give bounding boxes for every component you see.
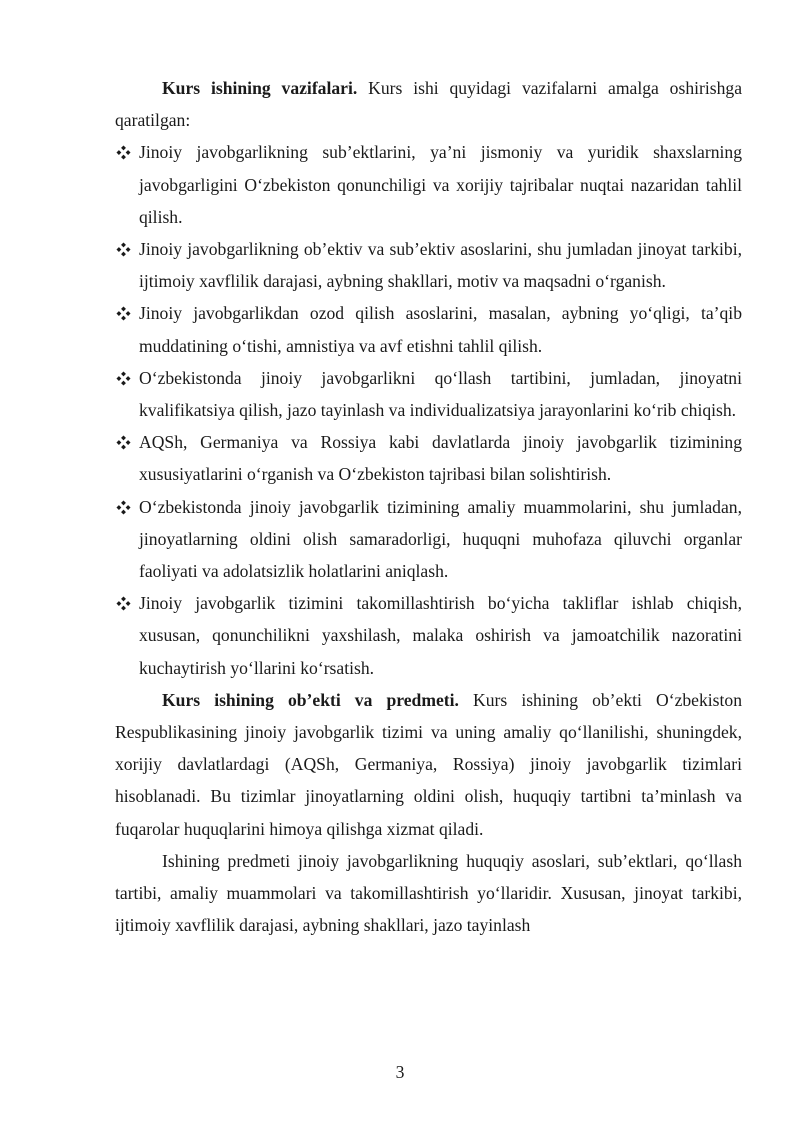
list-item — [115, 233, 742, 297]
list-item — [115, 297, 742, 361]
subject-paragraph: Ishining predmeti jinoiy javobgarlikning huquqiy asoslari, sub’ektlari, qo‘llash tartibi, amaliy muammolari va takomillashtirish yo‘llaridir. Xususan, jinoyat tarkibi, ijtimoiy xavflilik darajasi, aybning shakllari, jazo tayinlash — [115, 850, 742, 936]
four-diamond-bullet-icon — [116, 500, 131, 515]
list-item — [115, 587, 742, 684]
tasks-list — [115, 136, 742, 683]
four-diamond-bullet-icon — [116, 145, 131, 160]
list-item-text: Jinoiy javobgarlik tizimini takomillashtirish bo‘yicha takliflar ishlab chiqish, xususan, qonunchilikni yaxshilash, malaka oshirish va jamoatchilik nazoratini kuchaytirish yo‘llarini ko‘rsatish. — [139, 593, 742, 678]
object-paragraph — [115, 684, 742, 845]
list-item-text: AQSh, Germaniya va Rossiya kabi davlatlarda jinoiy javobgarlik tizimining xususiyatlarini o‘rganish va O‘zbekiston tajribasi bilan solishtirish. — [139, 432, 742, 485]
four-diamond-bullet-icon — [116, 596, 131, 611]
list-item — [115, 362, 742, 426]
four-diamond-bullet-icon — [116, 242, 131, 257]
four-diamond-bullet-icon — [116, 435, 131, 450]
list-item-text: O‘zbekistonda jinoiy javobgarlikni qo‘llash tartibini, jumladan, jinoyatni kvalifikatsiya qilish, jazo tayinlash va individualizatsiya jarayonlarini ko‘rib chiqish. — [139, 367, 742, 421]
tasks-intro: Kurs ishi quyidagi vazifalarni amalga oshirishga qaratilgan: — [115, 78, 743, 131]
four-diamond-bullet-icon — [116, 306, 131, 321]
list-item-text: Jinoiy javobgarlikdan ozod qilish asoslarini, masalan, aybning yo‘qligi, ta’qib muddatining o‘tishi, amnistiya va avf etishni tahlil qilish. — [139, 303, 742, 356]
tasks-paragraph — [115, 72, 742, 136]
object-heading: Kurs ishining ob’ekti va predmeti. — [162, 689, 459, 710]
object-text: Kurs ishining ob’ekti O‘zbekiston Respublikasining jinoiy javobgarlik tizimi va uning amaliy qo‘llanilishi, shuningdek, xorijiy davlatlardagi (AQSh, Germaniya, Rossiya) jinoiy javobgarlik tizimlari hisoblanadi. Bu tizimlar jinoyatlarning oldini olish, huquqiy tartibni ta’minlash va fuqarolar huquqlarini himoya qilishga xizmat qiladi. — [115, 689, 742, 839]
list-item — [115, 491, 742, 588]
page-content — [115, 72, 742, 941]
list-item-text: O‘zbekistonda jinoiy javobgarlik tizimining amaliy muammolarini, shu jumladan, jinoyatlarning oldini olish samaradorligi, huquqni muhofaza qiluvchi organlar faoliyati va adolatsizlik holatlarini aniqlash. — [139, 496, 742, 582]
list-item-text: Jinoiy javobgarlikning ob’ektiv va sub’ektiv asoslarini, shu jumladan jinoyat tarkibi, ijtimoiy xavflilik darajasi, aybning shakllari, motiv va maqsadni o‘rganish. — [139, 239, 742, 292]
page-number: 3 — [395, 1062, 405, 1082]
list-item — [115, 426, 742, 490]
tasks-heading: Kurs ishining vazifalari. — [162, 78, 358, 98]
list-item — [115, 136, 742, 233]
list-item-text: Jinoiy javobgarlikning sub’ektlarini, ya’ni jismoniy va yuridik shaxslarning javobgarligini O‘zbekiston qonunchiligi va xorijiy tajribalar nuqtai nazaridan tahlil qilish. — [139, 142, 742, 227]
four-diamond-bullet-icon — [116, 371, 131, 386]
